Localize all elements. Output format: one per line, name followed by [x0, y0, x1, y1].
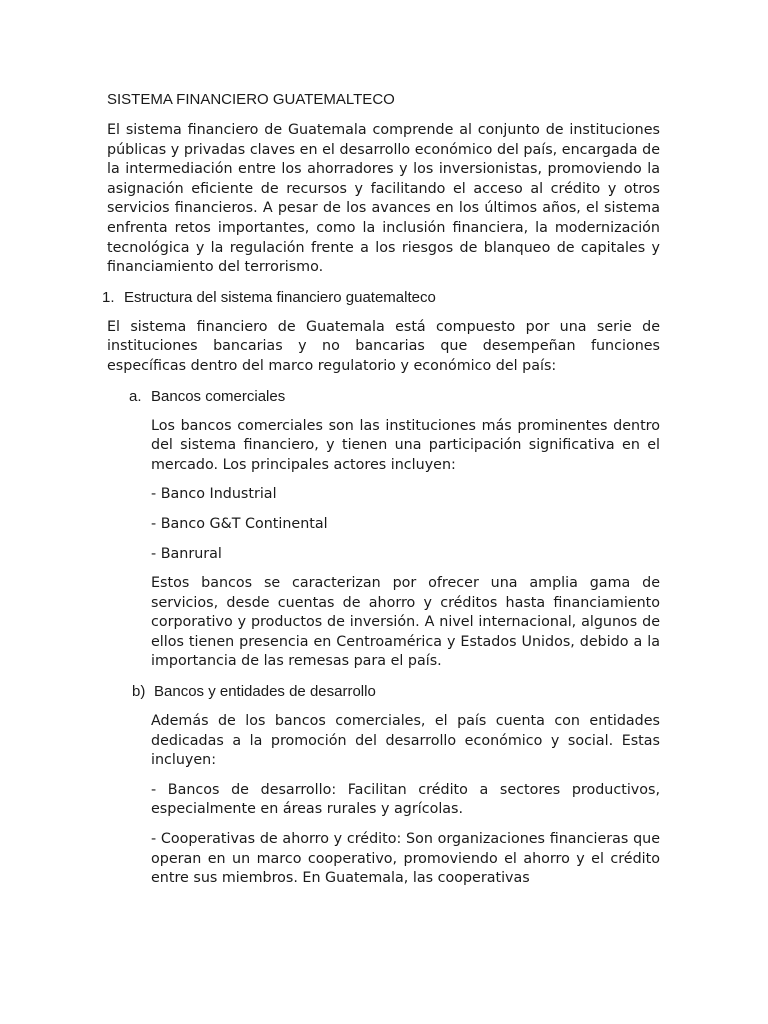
- section-1-heading: [102, 288, 660, 308]
- subsection-a-title: Bancos comerciales: [151, 387, 286, 405]
- section-1-title: Estructura del sistema financiero guatemalteco: [124, 288, 436, 306]
- subsection-b-paragraph: Además de los bancos comerciales, el país cuenta con entidades dedicadas a la promoción del desarrollo económico y social. Estas incluyen:: [151, 713, 660, 769]
- list-item: - Bancos de desarrollo: Facilitan crédito a sectores productivos, especialmente en áreas rurales y agrícolas.: [151, 781, 660, 818]
- document-body: [102, 90, 660, 899]
- subsection-a-heading: [129, 387, 660, 407]
- list-item: - Banrural: [151, 545, 222, 562]
- document-title: SISTEMA FINANCIERO GUATEMALTECO: [107, 91, 395, 108]
- subsection-b-heading: [132, 682, 660, 702]
- section-1-number: 1.: [102, 288, 115, 306]
- subsection-a-letter: a.: [129, 387, 142, 405]
- subsection-a-body: [151, 417, 660, 673]
- intro-paragraph: El sistema financiero de Guatemala comprende al conjunto de instituciones públicas y privadas claves en el desarrollo económico del país, encargada de la intermediación entre los ahorradores y los inversionistas, promoviendo la asignación eficiente de recursos y facilitando el acceso al crédito y otros servicios financieros. A pesar de los avances en los últimos años, el sistema enfrenta retos importantes, como la inclusión financiera, la modernización tecnológica y la regulación frente a los riesgos de blanqueo de capitales y financiamiento del terrorismo.: [107, 122, 660, 276]
- subsection-a-closing: Estos bancos se caracterizan por ofrecer una amplia gama de servicios, desde cuentas de ahorro y créditos hasta financiamiento corporativo y productos de inversión. A nivel internacional, algunos de ellos tienen presencia en Centroamérica y Estados Unidos, debido a la importancia de las remesas para el país.: [151, 575, 660, 670]
- subsection-b-letter: b): [132, 683, 146, 701]
- section-1-paragraph: El sistema financiero de Guatemala está compuesto por una serie de instituciones bancarias y no bancarias que desempeñan funciones específicas dentro del marco regulatorio y económico del país:: [107, 318, 660, 374]
- list-item: - Banco G&T Continental: [151, 515, 328, 532]
- subsection-b-title: Bancos y entidades de desarrollo: [154, 683, 376, 701]
- list-item: - Banco Industrial: [151, 486, 277, 503]
- subsection-b-body: [151, 712, 660, 889]
- list-item: - Cooperativas de ahorro y crédito: Son organizaciones financieras que operan en un marco cooperativo, promoviendo el ahorro y el crédito entre sus miembros. En Guatemala, las cooperativas: [151, 831, 660, 887]
- subsection-a-paragraph: Los bancos comerciales son las instituciones más prominentes dentro del sistema financiero, y tienen una participación significativa en el mercado. Los principales actores incluyen:: [151, 417, 660, 473]
